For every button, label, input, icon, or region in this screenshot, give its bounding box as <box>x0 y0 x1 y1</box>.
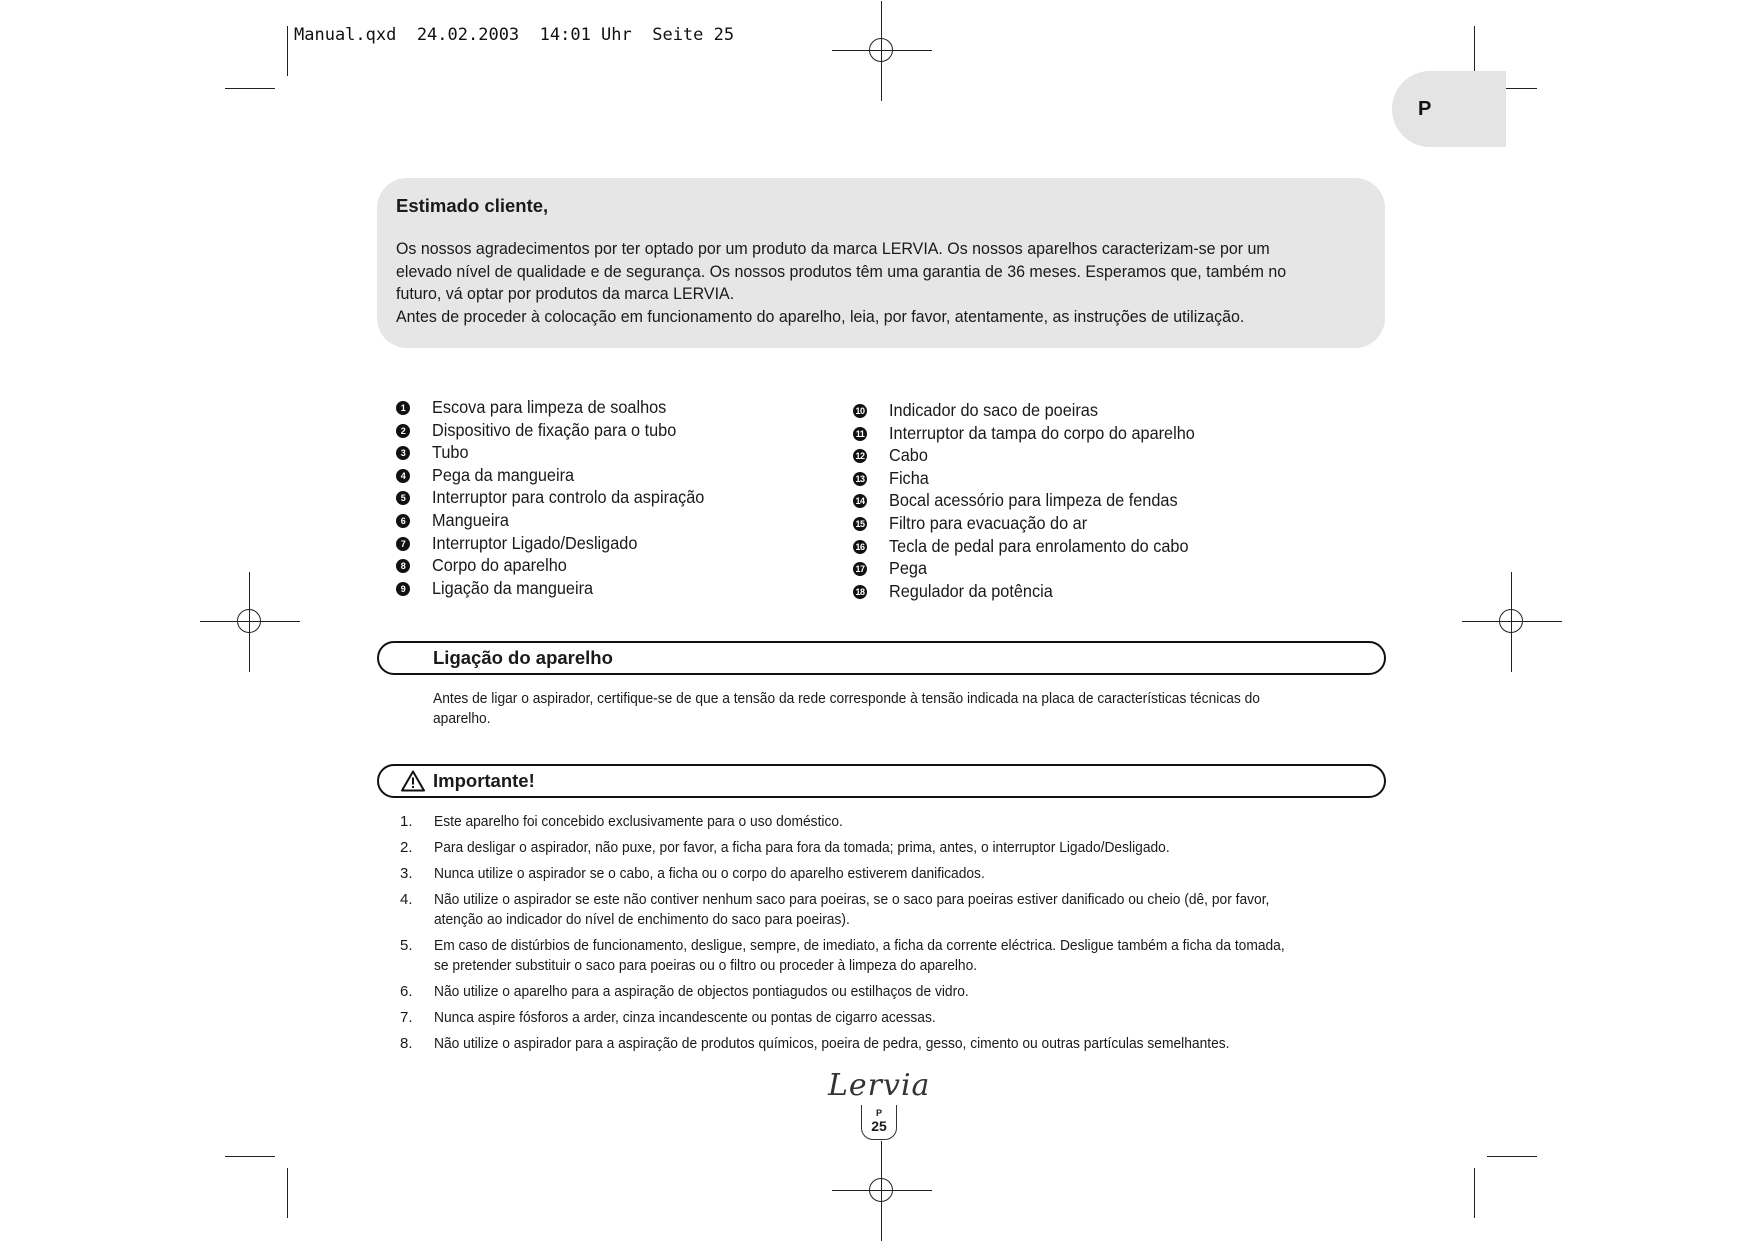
rule-number: 8. <box>400 1035 413 1052</box>
registration-mark-bottom <box>832 1141 932 1241</box>
rule-text: Não utilize o aspirador se este não contiver nenhum saco para poeiras, se o saco para poeiras estiver danificado ou cheio (dê, por favor, atenção ao indicador do nível de enchimento do saco para poeiras). <box>434 891 1270 928</box>
crop-mark <box>1474 26 1475 76</box>
part-number-badge: 1 <box>396 401 410 415</box>
part-label: Bocal acessório para limpeza de fendas <box>889 490 1178 511</box>
crop-mark <box>225 88 275 89</box>
part-label: Cabo <box>889 445 928 466</box>
list-item <box>853 535 1218 558</box>
page-number: 25 <box>871 1118 887 1134</box>
warning-triangle-icon <box>401 770 425 792</box>
crop-mark <box>287 1168 288 1218</box>
rule-number: 6. <box>400 983 413 1000</box>
part-label: Pega da mangueira <box>432 464 575 485</box>
registration-mark-top <box>832 1 932 101</box>
part-label: Mangueira <box>432 509 509 530</box>
list-item <box>400 1008 1420 1028</box>
list-item <box>400 936 1420 976</box>
intro-box <box>377 178 1385 348</box>
part-number-badge: 11 <box>853 427 867 441</box>
rule-number: 4. <box>400 891 413 908</box>
rule-number: 2. <box>400 839 413 856</box>
crop-mark <box>1487 1156 1537 1157</box>
part-label: Pega <box>889 558 928 579</box>
intro-text-2: Antes de proceder à colocação em funcionamento do aparelho, leia, por favor, atentamente, as instruções de utilização. <box>396 306 1245 326</box>
list-item <box>396 486 725 509</box>
part-number-badge: 4 <box>396 469 410 483</box>
part-label: Ficha <box>889 467 929 488</box>
rule-number: 7. <box>400 1009 413 1026</box>
part-number-badge: 2 <box>396 424 410 438</box>
print-slug: Manual.qxd 24.02.2003 14:01 Uhr Seite 25 <box>294 25 735 45</box>
section-title: Ligação do aparelho <box>433 647 613 668</box>
intro-text: Os nossos agradecimentos por ter optado por um produto da marca LERVIA. Os nossos aparelhos caracterizam-se por um elevado nível de qualidade e de segurança. Os nossos produtos têm uma garantia de 36 meses. Esperamos que, também no futuro, vá optar por produtos da marca LERVIA. <box>396 239 1287 303</box>
safety-rules-list <box>400 812 1420 1060</box>
list-item <box>853 467 1218 490</box>
section-header-connection <box>377 641 1386 675</box>
section-header-important <box>377 764 1386 798</box>
part-number-badge: 16 <box>853 540 867 554</box>
rule-number: 1. <box>400 813 413 830</box>
language-tab-label: P <box>1418 98 1432 120</box>
part-label: Filtro para evacuação do ar <box>889 512 1088 533</box>
list-item <box>853 512 1218 535</box>
brand-logo: Lervia <box>828 1068 931 1103</box>
part-number-badge: 5 <box>396 491 410 505</box>
rule-text: Em caso de distúrbios de funcionamento, desligue, sempre, de imediato, a ficha da corrente eléctrica. Desligue também a ficha da tomada, se pretender substituir o saco para poeiras ou o filtro ou proceder à limpeza do aparelho. <box>434 937 1285 974</box>
list-item <box>396 532 725 555</box>
parts-list-right <box>853 399 1218 602</box>
part-number-badge: 14 <box>853 494 867 508</box>
rule-text: Para desligar o aspirador, não puxe, por favor, a ficha para fora da tomada; prima, antes, o interruptor Ligado/Desligado. <box>434 839 1170 856</box>
registration-mark-right <box>1462 572 1562 672</box>
connection-text: Antes de ligar o aspirador, certifique-se de que a tensão da rede corresponde à tensão indicada na placa de características técnicas do aparelho. <box>433 690 1260 727</box>
part-label: Interruptor Ligado/Desligado <box>432 532 638 553</box>
part-label: Corpo do aparelho <box>432 555 567 576</box>
part-number-badge: 17 <box>853 562 867 576</box>
part-label: Tubo <box>432 442 469 463</box>
page-language: P <box>875 1108 882 1118</box>
part-number-badge: 10 <box>853 404 867 418</box>
part-label: Ligação da mangueira <box>432 577 594 598</box>
list-item <box>396 554 725 577</box>
part-number-badge: 3 <box>396 446 410 460</box>
section-title: Importante! <box>433 770 535 791</box>
part-number-badge: 8 <box>396 559 410 573</box>
list-item <box>853 422 1218 445</box>
part-label: Tecla de pedal para enrolamento do cabo <box>889 535 1189 556</box>
part-number-badge: 6 <box>396 514 410 528</box>
part-label: Dispositivo de fixação para o tubo <box>432 419 677 440</box>
rule-number: 3. <box>400 865 413 882</box>
part-label: Escova para limpeza de soalhos <box>432 397 667 417</box>
rule-text: Este aparelho foi concebido exclusivamente para o uso doméstico. <box>434 813 843 830</box>
rule-text: Nunca utilize o aspirador se o cabo, a ficha ou o corpo do aparelho estiverem danificados. <box>434 865 985 882</box>
rule-text: Não utilize o aparelho para a aspiração de objectos pontiagudos ou estilhaços de vidro. <box>434 983 969 1000</box>
crop-mark <box>225 1156 275 1157</box>
list-item <box>400 812 1420 832</box>
list-item <box>853 489 1218 512</box>
rule-text: Não utilize o aspirador para a aspiração de produtos químicos, poeira de pedra, gesso, cimento ou outras partículas semelhantes. <box>434 1035 1230 1052</box>
part-label: Interruptor para controlo da aspiração <box>432 487 705 508</box>
list-item <box>396 419 725 442</box>
registration-mark-left <box>200 572 300 672</box>
list-item <box>396 464 725 487</box>
list-item <box>853 399 1218 422</box>
list-item <box>853 580 1218 603</box>
part-number-badge: 7 <box>396 537 410 551</box>
list-item <box>396 509 725 532</box>
part-label: Interruptor da tampa do corpo do aparelho <box>889 422 1195 443</box>
part-label: Regulador da potência <box>889 580 1053 601</box>
list-item <box>400 1034 1420 1054</box>
part-number-badge: 13 <box>853 472 867 486</box>
crop-mark <box>1474 1168 1475 1218</box>
parts-list-left <box>396 396 725 599</box>
part-label: Indicador do saco de poeiras <box>889 400 1099 420</box>
language-tab <box>1392 71 1506 147</box>
list-item <box>853 444 1218 467</box>
page-number-badge <box>861 1105 897 1140</box>
rule-number: 5. <box>400 937 413 954</box>
intro-greeting: Estimado cliente, <box>396 195 549 216</box>
list-item <box>396 577 725 600</box>
intro-paragraph <box>396 238 1313 328</box>
part-number-badge: 15 <box>853 517 867 531</box>
list-item <box>396 396 725 419</box>
crop-mark <box>287 26 288 76</box>
list-item <box>400 864 1420 884</box>
list-item <box>400 982 1420 1002</box>
list-item <box>400 890 1420 930</box>
list-item <box>853 557 1218 580</box>
part-number-badge: 9 <box>396 582 410 596</box>
list-item <box>400 838 1420 858</box>
part-number-badge: 18 <box>853 585 867 599</box>
list-item <box>396 441 725 464</box>
part-number-badge: 12 <box>853 449 867 463</box>
rule-text: Nunca aspire fósforos a arder, cinza incandescente ou pontas de cigarro acessas. <box>434 1009 936 1026</box>
